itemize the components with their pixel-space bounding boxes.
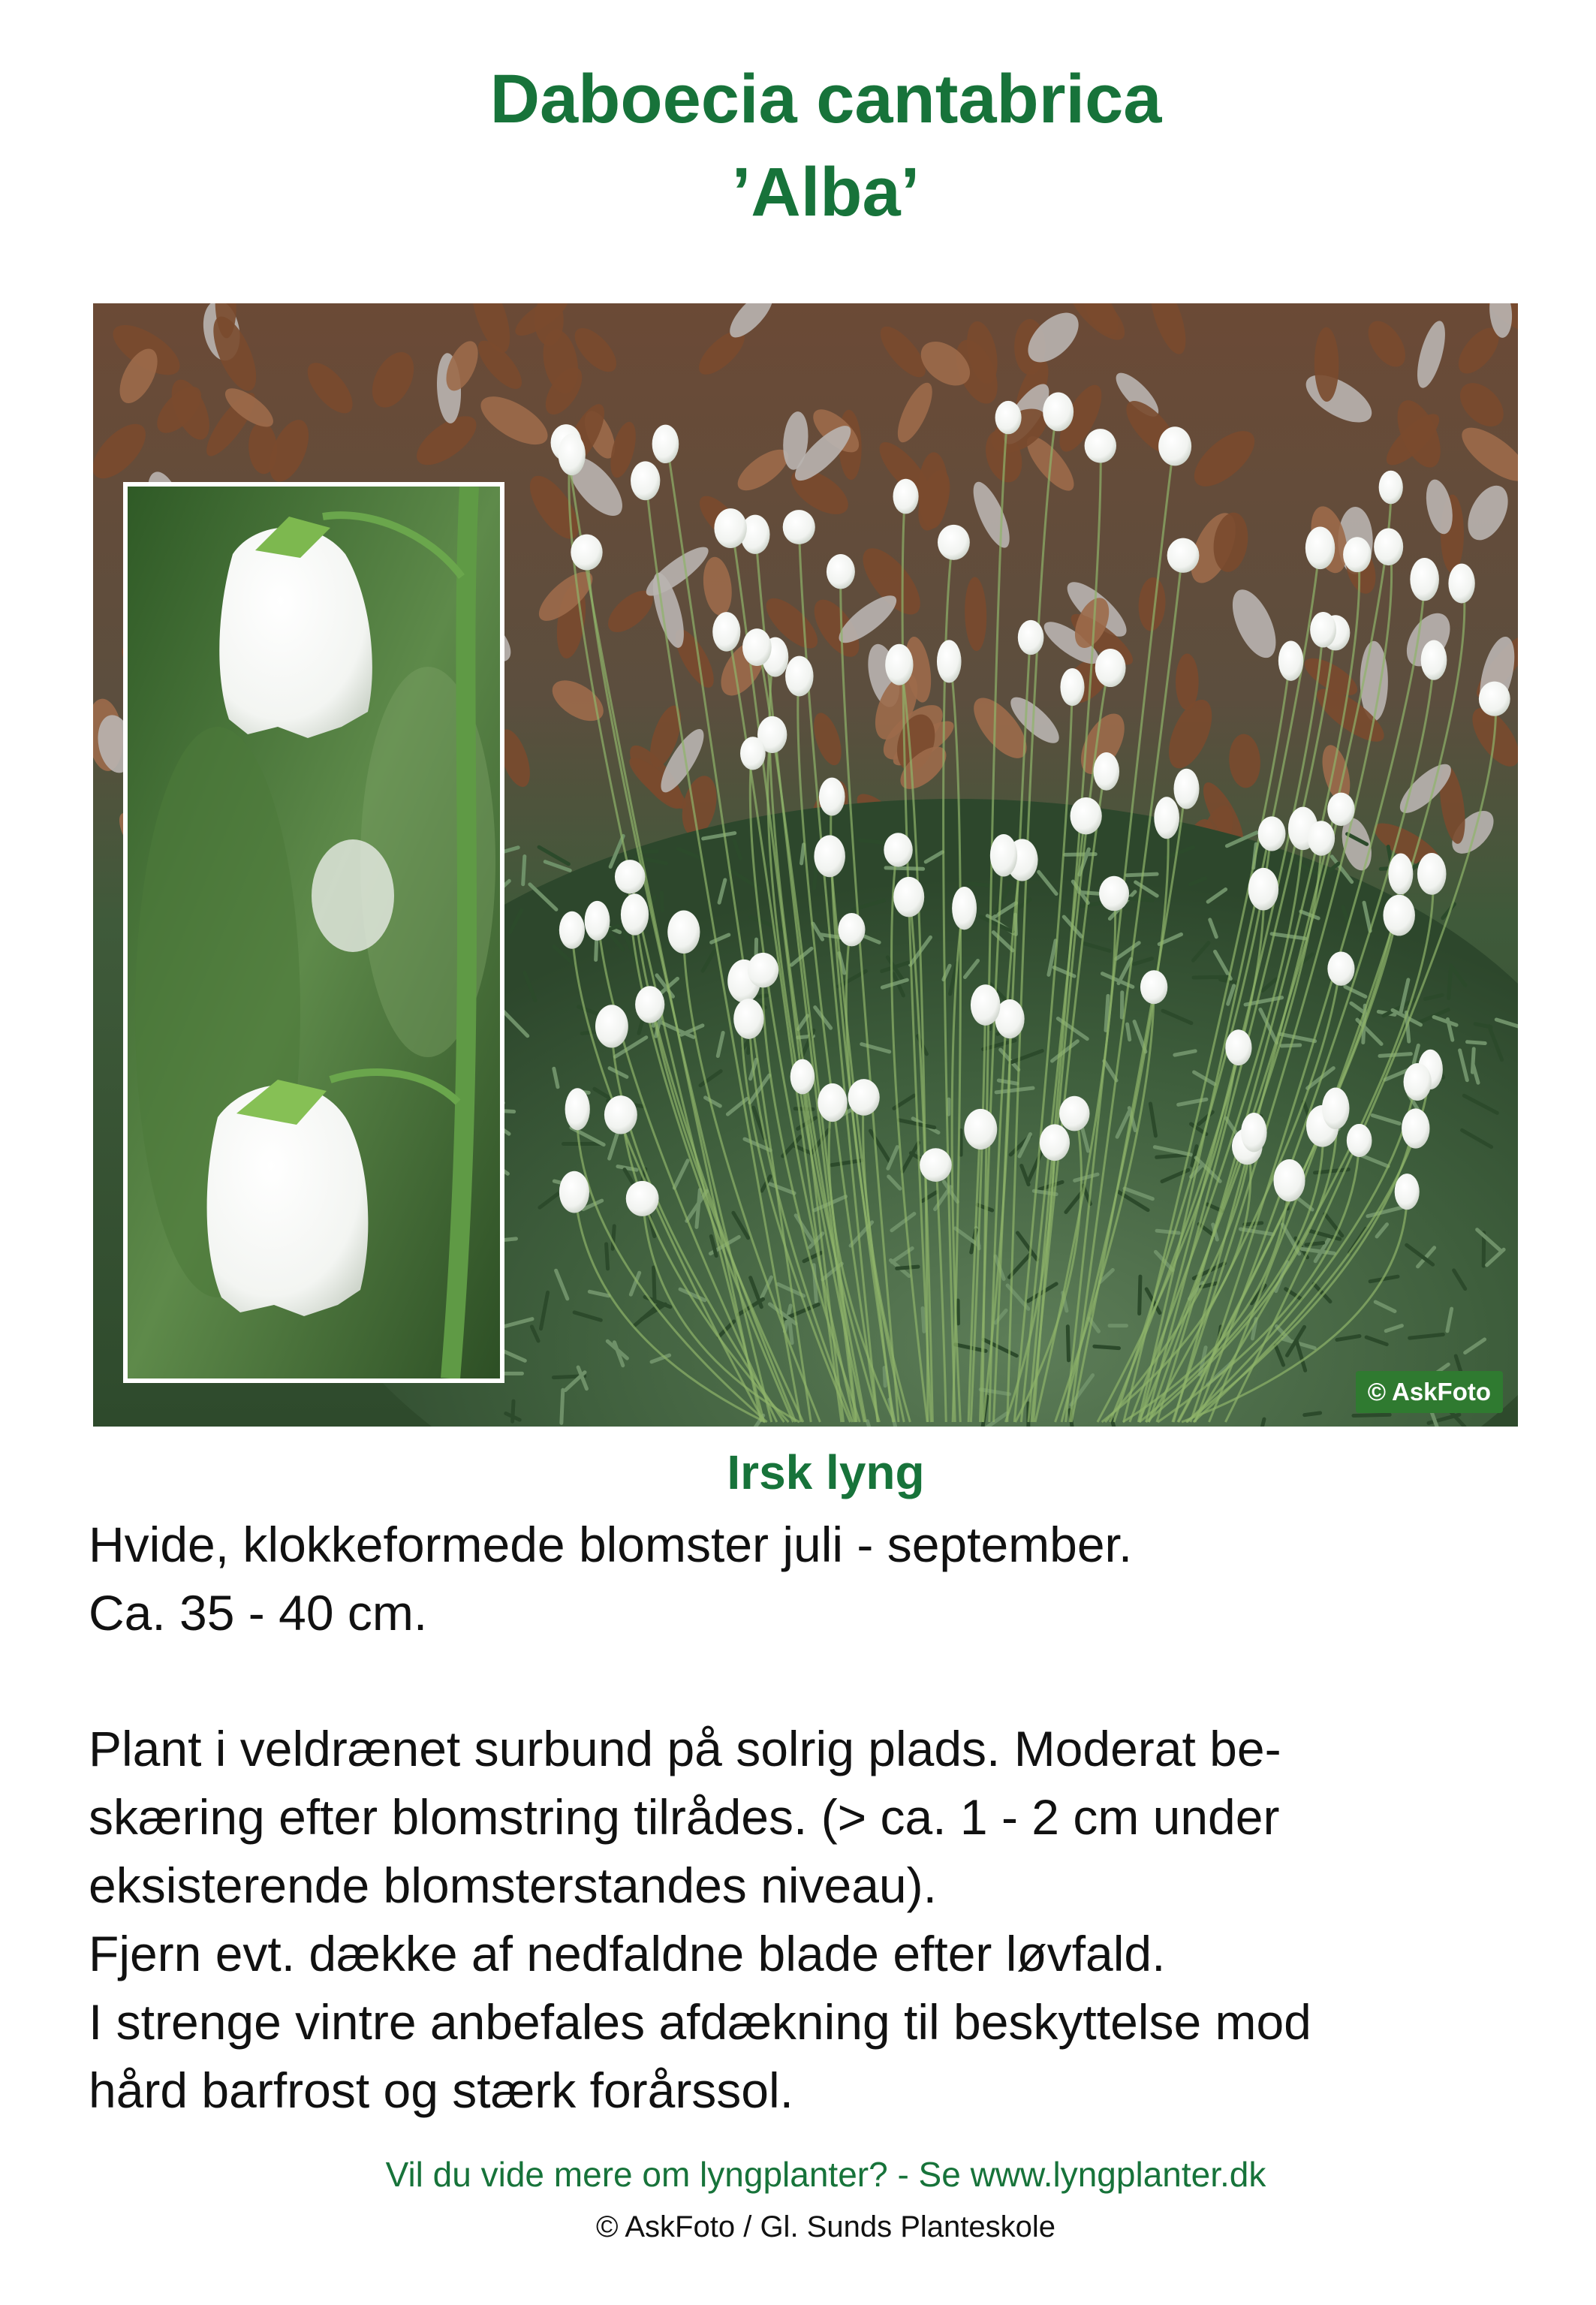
- bell-flower: [742, 628, 772, 666]
- bell-flower: [571, 535, 602, 571]
- bell-flower: [1479, 682, 1510, 716]
- bell-flower: [1388, 853, 1413, 894]
- bell-flower: [1158, 426, 1191, 466]
- foliage-needle: [523, 857, 525, 884]
- bell-flower: [1154, 797, 1179, 839]
- bell-flower: [1421, 640, 1447, 680]
- bell-flower: [938, 525, 970, 560]
- bell-flower: [626, 1181, 659, 1216]
- bell-flower: [1417, 853, 1447, 895]
- bell-flower: [652, 425, 679, 463]
- foliage-needle: [1128, 1024, 1130, 1040]
- bell-flower: [1448, 564, 1474, 604]
- bell-flower: [937, 640, 962, 682]
- website-link[interactable]: Vil du vide mere om lyngplanter? - Se www.lyngplanter.dk: [385, 2155, 1266, 2194]
- bell-flower: [1167, 538, 1200, 573]
- bell-flower: [1140, 970, 1167, 1004]
- foliage-needle: [1468, 1042, 1486, 1044]
- bell-flower: [1305, 526, 1335, 569]
- bell-flower: [818, 1083, 847, 1122]
- bell-flower: [971, 984, 1001, 1026]
- foliage-needle: [607, 1244, 608, 1269]
- bell-flower: [1383, 895, 1414, 936]
- bell-flower: [1404, 1063, 1432, 1101]
- bell-flower: [615, 860, 646, 893]
- bell-flower: [1059, 1096, 1089, 1131]
- description-block: [89, 1511, 1530, 2125]
- care-line-3: eksisterende blomsterstandes niveau).: [89, 1858, 937, 1913]
- foliage-needle: [897, 1267, 918, 1268]
- bell-flower: [783, 510, 815, 544]
- bell-flower: [1310, 612, 1336, 647]
- bell-flower: [595, 1005, 628, 1047]
- foliage-needle: [1305, 1413, 1320, 1415]
- bell-flower: [827, 554, 855, 589]
- plant-photo: [93, 303, 1518, 1427]
- bell-flower: [1258, 816, 1286, 851]
- bell-flower: [559, 1171, 589, 1213]
- bell-flower: [819, 778, 845, 816]
- copyright-notice: © AskFoto / Gl. Sunds Planteskole: [596, 2210, 1055, 2243]
- bell-flower: [884, 833, 912, 866]
- foliage-needle: [884, 1368, 885, 1386]
- bell-flower: [1327, 951, 1354, 985]
- bloom-description: Hvide, klokkeformede blomster juli - september.: [89, 1517, 1133, 1572]
- bell-flower: [893, 479, 919, 514]
- foliage-needle: [790, 1321, 792, 1342]
- care-line-2: skæring efter blomstring tilrådes. (> ca. 1 - 2 cm under: [89, 1789, 1280, 1845]
- leaf: [1176, 653, 1199, 710]
- bell-flower: [814, 835, 845, 877]
- bell-flower: [1040, 1124, 1070, 1161]
- bell-flower: [1099, 876, 1129, 911]
- bell-flower: [1241, 1113, 1267, 1152]
- closeup-inset: [123, 482, 504, 1383]
- bell-flower: [1018, 620, 1044, 655]
- care-line-5: I strenge vintre anbefales afdækning til beskyttelse mod: [89, 1994, 1311, 2050]
- bell-flower: [1322, 1088, 1350, 1130]
- bell-flower: [1379, 471, 1403, 505]
- bell-flower: [585, 901, 610, 941]
- foliage-needle: [661, 893, 662, 911]
- bell-flower: [565, 1088, 590, 1130]
- bell-flower: [1060, 668, 1084, 706]
- bell-flower: [1374, 528, 1403, 565]
- care-line-6: hård barfrost og stærk forårssol.: [89, 2062, 794, 2118]
- bell-flower: [604, 1095, 637, 1134]
- page-title: [0, 53, 1596, 239]
- bell-flower: [1308, 821, 1335, 856]
- title-line-2: ’Alba’: [731, 154, 920, 230]
- bell-flower: [995, 401, 1022, 434]
- foliage-needle: [562, 1390, 563, 1423]
- bell-flower: [990, 834, 1017, 877]
- photo-credit-badge: © AskFoto: [1356, 1371, 1503, 1413]
- bell-flower: [885, 644, 913, 685]
- height-description: Ca. 35 - 40 cm.: [89, 1585, 428, 1641]
- bell-flower: [635, 986, 664, 1023]
- bell-flower: [1343, 537, 1372, 572]
- care-line-1: Plant i veldrænet surbund på solrig plads. Moderat be-: [89, 1721, 1281, 1776]
- bell-flower: [1327, 793, 1354, 826]
- closeup-drawing: [128, 487, 500, 1378]
- bell-flower: [1043, 393, 1074, 432]
- bell-flower: [785, 656, 813, 697]
- blurred-bell: [312, 839, 394, 952]
- bell-flower: [712, 612, 740, 651]
- bell-flower: [559, 911, 585, 949]
- bell-flower: [1395, 1174, 1420, 1210]
- bell-flower: [1402, 1108, 1429, 1148]
- foliage-needle: [923, 1308, 924, 1331]
- foliage-needle: [1472, 1049, 1474, 1072]
- bell-flower: [1095, 649, 1126, 687]
- bell-flower: [964, 1109, 997, 1149]
- bell-flower: [893, 877, 924, 917]
- bell-flower: [714, 508, 746, 548]
- bell-flower: [740, 737, 766, 770]
- bell-flower: [733, 999, 763, 1039]
- common-name: Irsk lyng: [727, 1445, 925, 1499]
- bell-flower: [1225, 1029, 1251, 1065]
- bell-flower: [838, 913, 865, 946]
- foliage-needle: [968, 884, 992, 886]
- bell-flower: [1347, 1124, 1372, 1157]
- paragraph-gap: [89, 1647, 1530, 1715]
- bell-flower: [790, 1059, 815, 1095]
- bell-flower: [1174, 769, 1200, 809]
- bell-flower: [1248, 868, 1278, 911]
- bell-flower: [848, 1079, 880, 1116]
- bell-flower: [667, 911, 700, 954]
- bell-flower: [621, 893, 649, 935]
- bell-flower: [748, 953, 778, 988]
- foliage-needle: [654, 1267, 655, 1301]
- bell-flower: [1278, 640, 1303, 680]
- bell-flower: [559, 434, 586, 476]
- bell-flower: [1410, 558, 1439, 601]
- bell-flower: [920, 1148, 952, 1182]
- bell-flower: [1071, 797, 1102, 834]
- foliage-needle: [1095, 1346, 1119, 1348]
- foliage-needle: [1306, 1243, 1323, 1245]
- care-line-4: Fjern evt. dække af nedfaldne blade efter løvfald.: [89, 1926, 1166, 1981]
- bell-flower: [1094, 752, 1119, 791]
- title-line-1: Daboecia cantabrica: [489, 61, 1162, 137]
- bell-flower: [1085, 429, 1116, 463]
- foliage-needle: [802, 845, 804, 863]
- bell-flower: [952, 887, 977, 930]
- foliage-needle: [1449, 969, 1451, 999]
- foliage-needle: [1194, 977, 1227, 978]
- bell-flower: [631, 461, 660, 500]
- foliage-needle: [641, 851, 657, 852]
- bell-flower: [1273, 1159, 1305, 1201]
